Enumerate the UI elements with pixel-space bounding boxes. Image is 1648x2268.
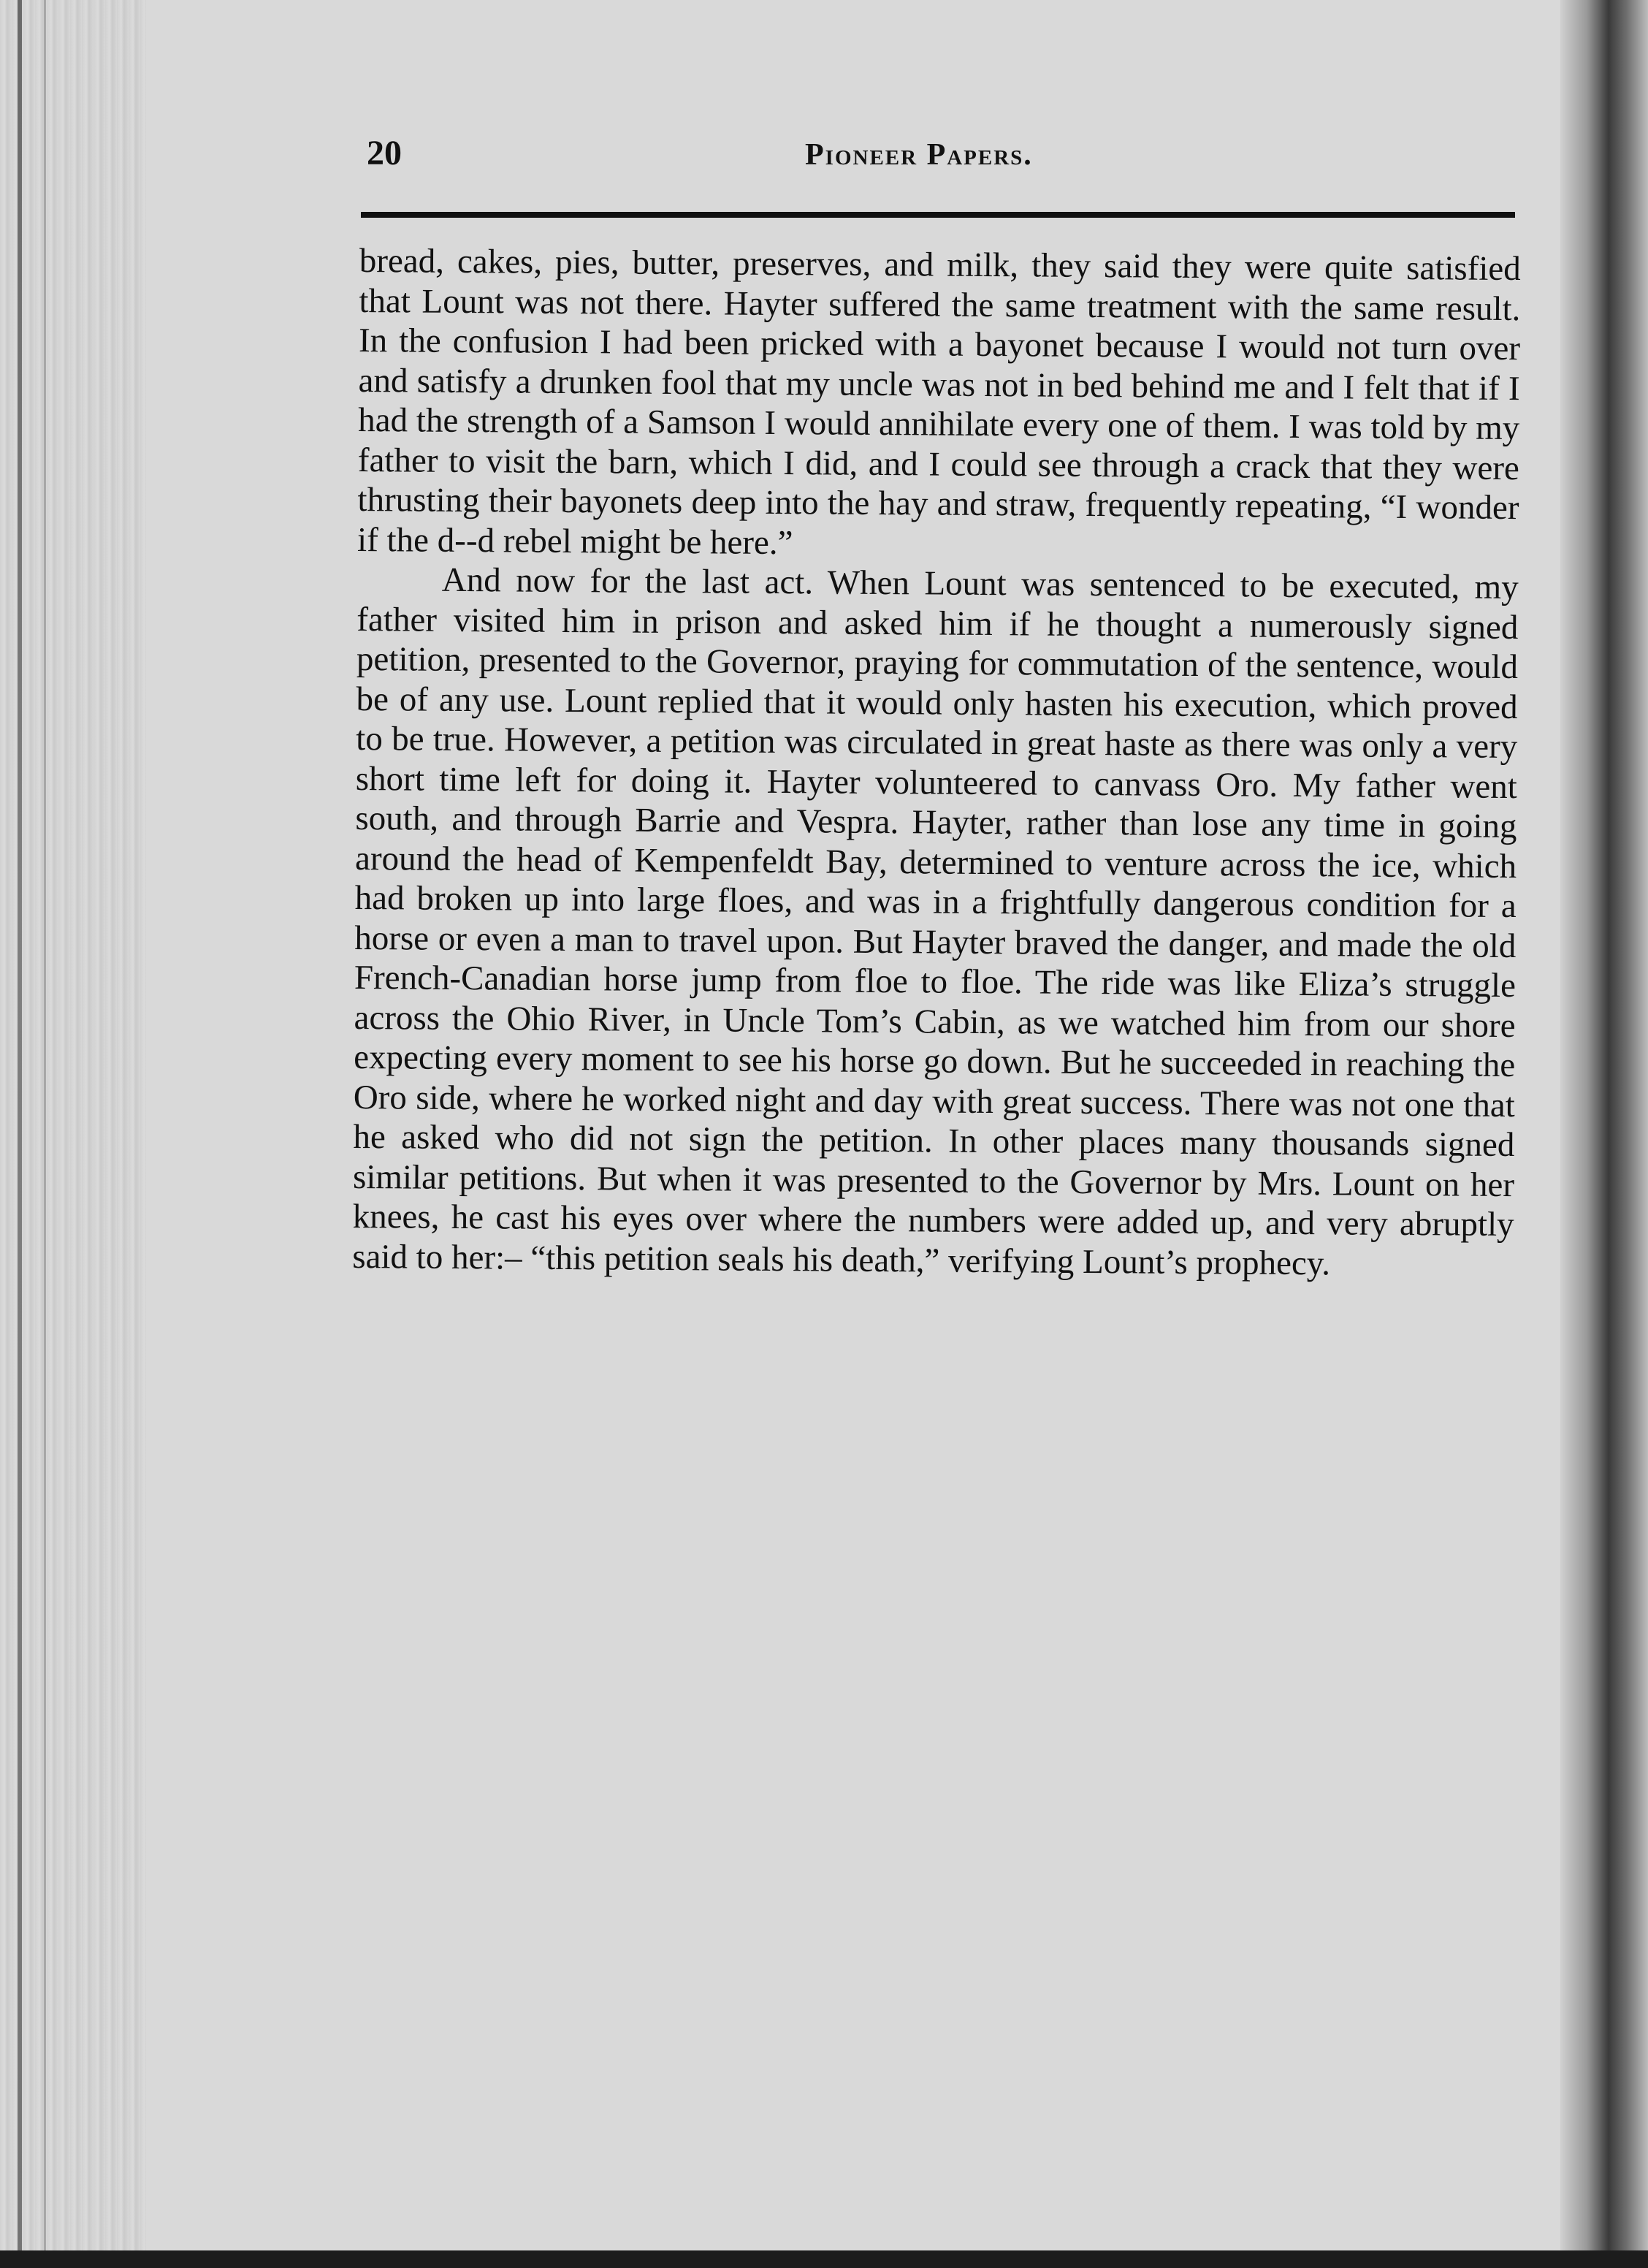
page-number: 20 [367, 134, 402, 172]
header-rule [361, 212, 1515, 218]
page-edge-shadow [18, 0, 22, 2268]
bottom-edge [0, 2250, 1648, 2268]
paragraph: And now for the last act. When Lount was sentenced to be executed, my father visited him in prison and asked him if he thought a numerously signed petition, presented to the Governor, praying for commutation of the sentence, would be of any use. Lount replied that it would only hasten his execution, which proved to be true. However, a petition was circulated in great haste as there was only a very short time left for doing it. Hayter volunteered to canvass Oro. My father went south, and through Barrie and Vespra. Hayter, rather than lose any time in going around the head of Kempenfeldt Bay, determined to venture across the ice, which had broken up into large floes, and was in a frightfully dangerous condition for a horse or even a man to travel upon. But Hayter braved the danger, and made the old French-Canadian horse jump from floe to floe. The ride was like Eliza’s struggle across the Ohio River, in Uncle Tom’s Cabin, as we watched him from our shore expecting every moment to see his horse go down. But he succeeded in reaching the Oro side, where he worked night and day with great success. There was not one that he asked who did not sign the petition. In other places many thousands signed similar petitions. But when it was presented to the Governor by Mrs. Lount on her knees, he cast his eyes over where the numbers were added up, and very abruptly said to her:– “this petition seals his death,” verifying Lount’s prophecy. [352, 560, 1519, 1282]
running-head: Pioneer Papers. [805, 138, 1033, 172]
page-header [367, 133, 1511, 191]
book-page [351, 124, 1519, 2170]
body-text [352, 241, 1521, 1285]
page-edge-line [44, 0, 46, 2268]
page-edges-left [0, 0, 146, 2268]
paragraph-continued: bread, cakes, pies, butter, preserves, and milk, they said they were quite satisfied that Lount was not there. Hayter suffered the same treatment with the same result. In the confusion I had been pricked with a bayonet because I would not turn over and satisfy a drunken fool that my uncle was not in bed behind me and I felt that if I had the strength of a Samson I would annihilate every one of them. I was told by my father to visit the barn, which I did, and I could see through a crack that they were thrusting their bayonets deep into the hay and straw, frequently repeating, “I wonder if the d--d rebel might be here.” [356, 241, 1521, 562]
binding-edge [1560, 0, 1648, 2268]
